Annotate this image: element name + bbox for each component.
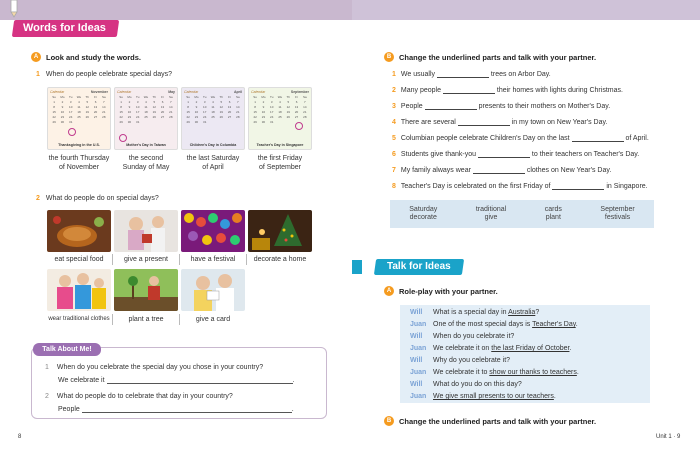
- day: 14: [236, 105, 240, 109]
- day: 18: [211, 110, 215, 114]
- answer-blank[interactable]: [478, 151, 530, 158]
- weekday: Fr: [228, 95, 231, 99]
- photo-label-traditional-clothes: wear traditional clothes: [48, 316, 110, 322]
- day: 11: [278, 105, 282, 109]
- calendar-brand: Calendar: [50, 90, 65, 94]
- tam-answer-1[interactable]: We celebrate it .: [58, 377, 295, 384]
- speaker-name: Will: [410, 381, 423, 388]
- calendar-month: September: [290, 90, 309, 94]
- weekday: Su: [186, 95, 190, 99]
- change-parts-title: B Change the underlined parts and talk with your partner.: [384, 416, 596, 426]
- speaker-name: Juan: [410, 393, 427, 400]
- day: 6: [295, 100, 298, 104]
- day: 18: [144, 110, 148, 114]
- day: 3: [69, 100, 72, 104]
- sentence-number: 3: [392, 103, 396, 110]
- blank-sentence: 1 We usually trees on Arbor Day.: [392, 71, 551, 78]
- weekday: Tu: [136, 95, 140, 99]
- sentence-number: 4: [392, 119, 396, 126]
- dialogue-line: Juan We celebrate it on the last Friday of October.: [410, 345, 572, 352]
- divider: [112, 254, 113, 265]
- day: 24: [69, 115, 73, 119]
- photo-label-give-present: give a present: [124, 256, 168, 263]
- speaker-name: Juan: [410, 321, 427, 328]
- header-band: [0, 0, 700, 20]
- day: 8: [53, 105, 55, 109]
- calendar: [181, 87, 245, 150]
- talk-about-me-tab: Talk About Me!: [33, 343, 101, 356]
- day: 8: [254, 105, 256, 109]
- day: 5: [86, 100, 89, 104]
- day: 7: [170, 100, 172, 104]
- day: [234, 120, 242, 124]
- pencil-icon: [8, 0, 22, 18]
- sentence-number: 2: [392, 87, 396, 94]
- day: 13: [294, 105, 299, 109]
- header-band-right: [352, 0, 700, 20]
- day: 4: [145, 100, 147, 104]
- talk-for-ideas-banner: Talk for Ideas: [374, 259, 464, 275]
- day: 28: [236, 115, 240, 119]
- day: 30: [194, 120, 199, 124]
- day: 28: [169, 115, 173, 119]
- day: 15: [119, 110, 123, 114]
- day: [142, 120, 150, 124]
- date-circle: [119, 134, 127, 142]
- day: 22: [186, 115, 190, 119]
- photo-label-decorate-home: decorate a home: [253, 256, 307, 263]
- dialogue-line: Will What is a special day in Australia?: [410, 309, 540, 316]
- day: [217, 120, 225, 124]
- day: 9: [195, 105, 198, 109]
- answer-blank[interactable]: [572, 135, 624, 142]
- day: 10: [203, 105, 207, 109]
- blank-sentence: 2 Many people their homes with lights during Christmas.: [392, 87, 623, 94]
- day: 26: [286, 115, 290, 119]
- page-number-left: 8: [18, 434, 22, 440]
- calendar-caption: Mother's Day in Taiwan: [126, 143, 166, 147]
- day: 15: [52, 110, 56, 114]
- weekday: Fr: [161, 95, 164, 99]
- day: 16: [60, 110, 65, 114]
- day: [83, 120, 91, 124]
- calendar-month: April: [234, 90, 242, 94]
- weekday: Su: [52, 95, 56, 99]
- day: 9: [262, 105, 265, 109]
- day: 25: [278, 115, 282, 119]
- day: 12: [219, 105, 223, 109]
- speaker-name: Will: [410, 309, 423, 316]
- day: [276, 120, 284, 124]
- answer-blank[interactable]: [552, 183, 604, 190]
- calendar-caption: Thanksgiving in the U.S.: [58, 143, 100, 147]
- day: 22: [253, 115, 257, 119]
- speaker-name: Will: [410, 333, 423, 340]
- day: [91, 120, 99, 124]
- day: 27: [160, 115, 165, 119]
- weekday: Sa: [102, 95, 106, 99]
- divider: [246, 254, 247, 265]
- day: 23: [127, 115, 132, 119]
- words-for-ideas-banner: Words for Ideas: [12, 20, 119, 37]
- weekday: Fr: [94, 95, 97, 99]
- weekday: Th: [152, 95, 157, 99]
- day: 21: [303, 110, 307, 114]
- day: 6: [161, 100, 164, 104]
- day: 1: [254, 100, 256, 104]
- photo-traditional-clothes: [47, 269, 111, 311]
- answer-blank[interactable]: [107, 377, 293, 384]
- day: 16: [261, 110, 266, 114]
- day: 8: [120, 105, 122, 109]
- photo-label-give-card: give a card: [195, 316, 231, 323]
- day: 12: [152, 105, 156, 109]
- weekday: We: [210, 95, 216, 99]
- section-b-title: B Change the underlined parts and talk with your partner.: [384, 52, 596, 62]
- calendar-brand: Calendar: [251, 90, 266, 94]
- day: 7: [304, 100, 306, 104]
- day: 20: [160, 110, 165, 114]
- calendar-grid: [182, 95, 244, 124]
- day: 4: [78, 100, 80, 104]
- underlined-phrase: Teacher's Day: [532, 321, 576, 328]
- sentence-number: 1: [392, 71, 396, 78]
- calendar-label: the second Sunday of May: [122, 155, 170, 171]
- answer-blank[interactable]: [473, 167, 525, 174]
- day: 25: [144, 115, 148, 119]
- day: 10: [270, 105, 274, 109]
- day: 24: [136, 115, 140, 119]
- dialogue-line: Will What do you do on this day?: [410, 381, 522, 388]
- speaker-name: Juan: [410, 345, 427, 352]
- day: [150, 120, 158, 124]
- day: 30: [60, 120, 65, 124]
- sentence-number: 7: [392, 167, 396, 174]
- weekday: Sa: [169, 95, 173, 99]
- blank-sentence: 6 Students give thank-you to their teachers on Teacher's Day.: [392, 151, 640, 158]
- day: [100, 120, 108, 124]
- day: [225, 120, 233, 124]
- day: 15: [253, 110, 257, 114]
- day: 9: [61, 105, 64, 109]
- weekday: Tu: [270, 95, 274, 99]
- sentence-number: 5: [392, 135, 396, 142]
- day: 3: [203, 100, 206, 104]
- day: 30: [261, 120, 266, 124]
- speaker-name: Juan: [410, 369, 427, 376]
- day: 31: [270, 120, 274, 124]
- calendar-caption: Teacher's Day in Singapore: [256, 143, 304, 147]
- day: 2: [195, 100, 198, 104]
- day: 1: [187, 100, 189, 104]
- weekday: Mo: [60, 95, 65, 99]
- day: 19: [152, 110, 156, 114]
- weekday: Tu: [203, 95, 207, 99]
- weekday: Su: [253, 95, 257, 99]
- weekday: We: [143, 95, 149, 99]
- underlined-phrase: the last Friday of October: [491, 345, 570, 352]
- day: 25: [211, 115, 215, 119]
- day: 29: [52, 120, 56, 124]
- underlined-phrase: show our thanks to teachers: [489, 369, 577, 376]
- day: 2: [61, 100, 64, 104]
- weekday: We: [76, 95, 82, 99]
- day: [167, 120, 175, 124]
- day: 16: [194, 110, 199, 114]
- speaker-name: Will: [410, 357, 423, 364]
- weekday: Th: [85, 95, 90, 99]
- day: 4: [212, 100, 214, 104]
- day: 17: [203, 110, 207, 114]
- dialogue-box: [400, 305, 650, 403]
- day: 5: [287, 100, 290, 104]
- answer-blank[interactable]: [458, 119, 510, 126]
- word-box-item: September festivals: [600, 206, 635, 221]
- day: 12: [85, 105, 89, 109]
- weekday: We: [277, 95, 283, 99]
- calendar-label: the fourth Thursday of November: [48, 155, 110, 171]
- calendar-month: November: [90, 90, 108, 94]
- calendar-caption: Children's Day in Columbia: [189, 143, 237, 147]
- weekday: Fr: [295, 95, 298, 99]
- calendar-brand: Calendar: [117, 90, 132, 94]
- calendar-header: [48, 88, 110, 95]
- day: [158, 120, 166, 124]
- weekday: Tu: [69, 95, 73, 99]
- day: 6: [94, 100, 97, 104]
- date-circle: [68, 128, 76, 136]
- calendar-header: [249, 88, 311, 95]
- day: 27: [227, 115, 232, 119]
- day: 6: [228, 100, 231, 104]
- day: 20: [93, 110, 98, 114]
- date-circle: [295, 122, 303, 130]
- calendar-header: [115, 88, 177, 95]
- day: 13: [160, 105, 165, 109]
- day: 30: [127, 120, 132, 124]
- weekday: Su: [119, 95, 123, 99]
- weekday: Th: [286, 95, 291, 99]
- photo-plant-tree: [114, 269, 178, 311]
- day: 4: [279, 100, 281, 104]
- day: 25: [77, 115, 81, 119]
- day: 23: [60, 115, 65, 119]
- day: 21: [236, 110, 240, 114]
- photo-label-special-food: eat special food: [54, 256, 104, 263]
- day: 2: [128, 100, 131, 104]
- calendar-brand: Calendar: [184, 90, 199, 94]
- day: 13: [93, 105, 98, 109]
- tam-answer-2[interactable]: People .: [58, 406, 294, 413]
- weekday: Sa: [236, 95, 240, 99]
- talk-ribbon-tab: [352, 260, 362, 274]
- dialogue-line: Juan We give small presents to our teachers.: [410, 393, 556, 400]
- calendar: [248, 87, 312, 150]
- word-box: [390, 200, 654, 228]
- day: 26: [219, 115, 223, 119]
- day: 7: [237, 100, 239, 104]
- photo-give-present: [114, 210, 178, 252]
- calendar-month: May: [168, 90, 175, 94]
- day: 22: [52, 115, 56, 119]
- day: 29: [253, 120, 257, 124]
- blank-sentence: 4 There are several in my town on New Year's Day.: [392, 119, 608, 126]
- calendar-grid: [249, 95, 311, 124]
- day: 1: [53, 100, 55, 104]
- day: 29: [119, 120, 123, 124]
- day: 27: [294, 115, 299, 119]
- day: 31: [69, 120, 73, 124]
- day: 9: [128, 105, 131, 109]
- day: 14: [102, 105, 106, 109]
- day: [209, 120, 217, 124]
- divider: [179, 314, 180, 325]
- photo-label-festival: have a festival: [190, 256, 236, 263]
- day: 11: [144, 105, 148, 109]
- underlined-phrase: We give small presents to our teachers: [433, 393, 554, 400]
- day: 13: [227, 105, 232, 109]
- photo-festival: [181, 210, 245, 252]
- day: 8: [187, 105, 189, 109]
- day: 10: [69, 105, 73, 109]
- day: 31: [203, 120, 207, 124]
- day: 1: [120, 100, 122, 104]
- calendar-header: [182, 88, 244, 95]
- question-2: 2 What do people do on special days?: [36, 195, 159, 202]
- day: 28: [102, 115, 106, 119]
- day: 23: [194, 115, 199, 119]
- day: 21: [102, 110, 106, 114]
- day: 16: [127, 110, 132, 114]
- weekday: Th: [219, 95, 224, 99]
- calendar-grid: [115, 95, 177, 124]
- blank-sentence: 7 My family always wear clothes on New Year's Day.: [392, 167, 612, 174]
- day: 21: [169, 110, 173, 114]
- day: 11: [77, 105, 81, 109]
- tam-question-2: 2 What do people do to celebrate that day in your country?: [45, 393, 233, 400]
- section-a-letter: A: [31, 52, 41, 62]
- photo-label-plant-tree: plant a tree: [128, 316, 164, 323]
- photo-decorate-home: [248, 210, 312, 252]
- day: 2: [262, 100, 265, 104]
- answer-blank[interactable]: [443, 87, 495, 94]
- word-box-item: traditional give: [475, 206, 507, 221]
- day: 11: [211, 105, 215, 109]
- day: 18: [77, 110, 81, 114]
- calendar-label: the last Saturday of April: [186, 155, 240, 171]
- weekday: Mo: [194, 95, 199, 99]
- day: 17: [69, 110, 73, 114]
- calendar-grid: [48, 95, 110, 124]
- calendar: [47, 87, 111, 150]
- dialogue-line: Juan One of the most special days is Teacher's Day.: [410, 321, 578, 328]
- day: 5: [220, 100, 223, 104]
- day: 27: [93, 115, 98, 119]
- weekday: Mo: [127, 95, 132, 99]
- day: 5: [153, 100, 156, 104]
- day: 24: [203, 115, 207, 119]
- blank-sentence: 8 Teacher's Day is celebrated on the first Friday of in Singapore.: [392, 183, 648, 190]
- day: 3: [136, 100, 139, 104]
- underlined-phrase: Australia: [508, 309, 536, 316]
- day: 12: [286, 105, 290, 109]
- answer-blank[interactable]: [425, 103, 477, 110]
- divider: [179, 254, 180, 265]
- divider: [112, 314, 113, 325]
- day: 3: [270, 100, 273, 104]
- photo-give-card: [181, 269, 245, 311]
- day: 19: [85, 110, 89, 114]
- day: 31: [136, 120, 140, 124]
- change-parts-letter: B: [384, 416, 394, 426]
- dialogue-line: Juan We celebrate it to show our thanks to teachers.: [410, 369, 579, 376]
- day: 14: [303, 105, 307, 109]
- role-play-title: A Role-play with your partner.: [384, 286, 498, 296]
- blank-sentence: 5 Columbian people celebrate Children's Day on the last of April.: [392, 135, 649, 142]
- day: 10: [136, 105, 140, 109]
- dialogue-line: Will When do you celebrate it?: [410, 333, 515, 340]
- tam-question-1: 1 When do you celebrate the special day you chose in your country?: [45, 364, 264, 371]
- day: [284, 120, 292, 124]
- day: 28: [303, 115, 307, 119]
- day: [75, 120, 83, 124]
- day: 20: [294, 110, 299, 114]
- dialogue-line: Will Why do you celebrate it?: [410, 357, 511, 364]
- day: 17: [136, 110, 140, 114]
- day: 20: [227, 110, 232, 114]
- day: 14: [169, 105, 173, 109]
- photo-special-food: [47, 210, 111, 252]
- word-box-item: cards plant: [544, 206, 562, 221]
- day: 24: [270, 115, 274, 119]
- day: 15: [186, 110, 190, 114]
- sentence-number: 8: [392, 183, 396, 190]
- day: 17: [270, 110, 274, 114]
- weekday: Sa: [303, 95, 307, 99]
- answer-blank[interactable]: [82, 406, 292, 413]
- day: 26: [85, 115, 89, 119]
- calendar: [114, 87, 178, 150]
- day: 29: [186, 120, 190, 124]
- day: 26: [152, 115, 156, 119]
- day: 18: [278, 110, 282, 114]
- page-number-right: Unit 1 · 9: [656, 434, 681, 440]
- day: 19: [286, 110, 290, 114]
- day: 19: [219, 110, 223, 114]
- day: 23: [261, 115, 266, 119]
- weekday: Mo: [261, 95, 266, 99]
- role-play-letter: A: [384, 286, 394, 296]
- answer-blank[interactable]: [437, 71, 489, 78]
- day: 7: [103, 100, 105, 104]
- section-b-letter: B: [384, 52, 394, 62]
- section-a-title: A Look and study the words.: [31, 52, 141, 62]
- sentence-number: 6: [392, 151, 396, 158]
- calendar-label: the first Friday of September: [257, 155, 303, 171]
- word-box-item: Saturday decorate: [409, 206, 438, 221]
- blank-sentence: 3 People presents to their mothers on Mother's Day.: [392, 103, 611, 110]
- day: 22: [119, 115, 123, 119]
- question-1: 1 When do people celebrate special days?: [36, 71, 172, 78]
